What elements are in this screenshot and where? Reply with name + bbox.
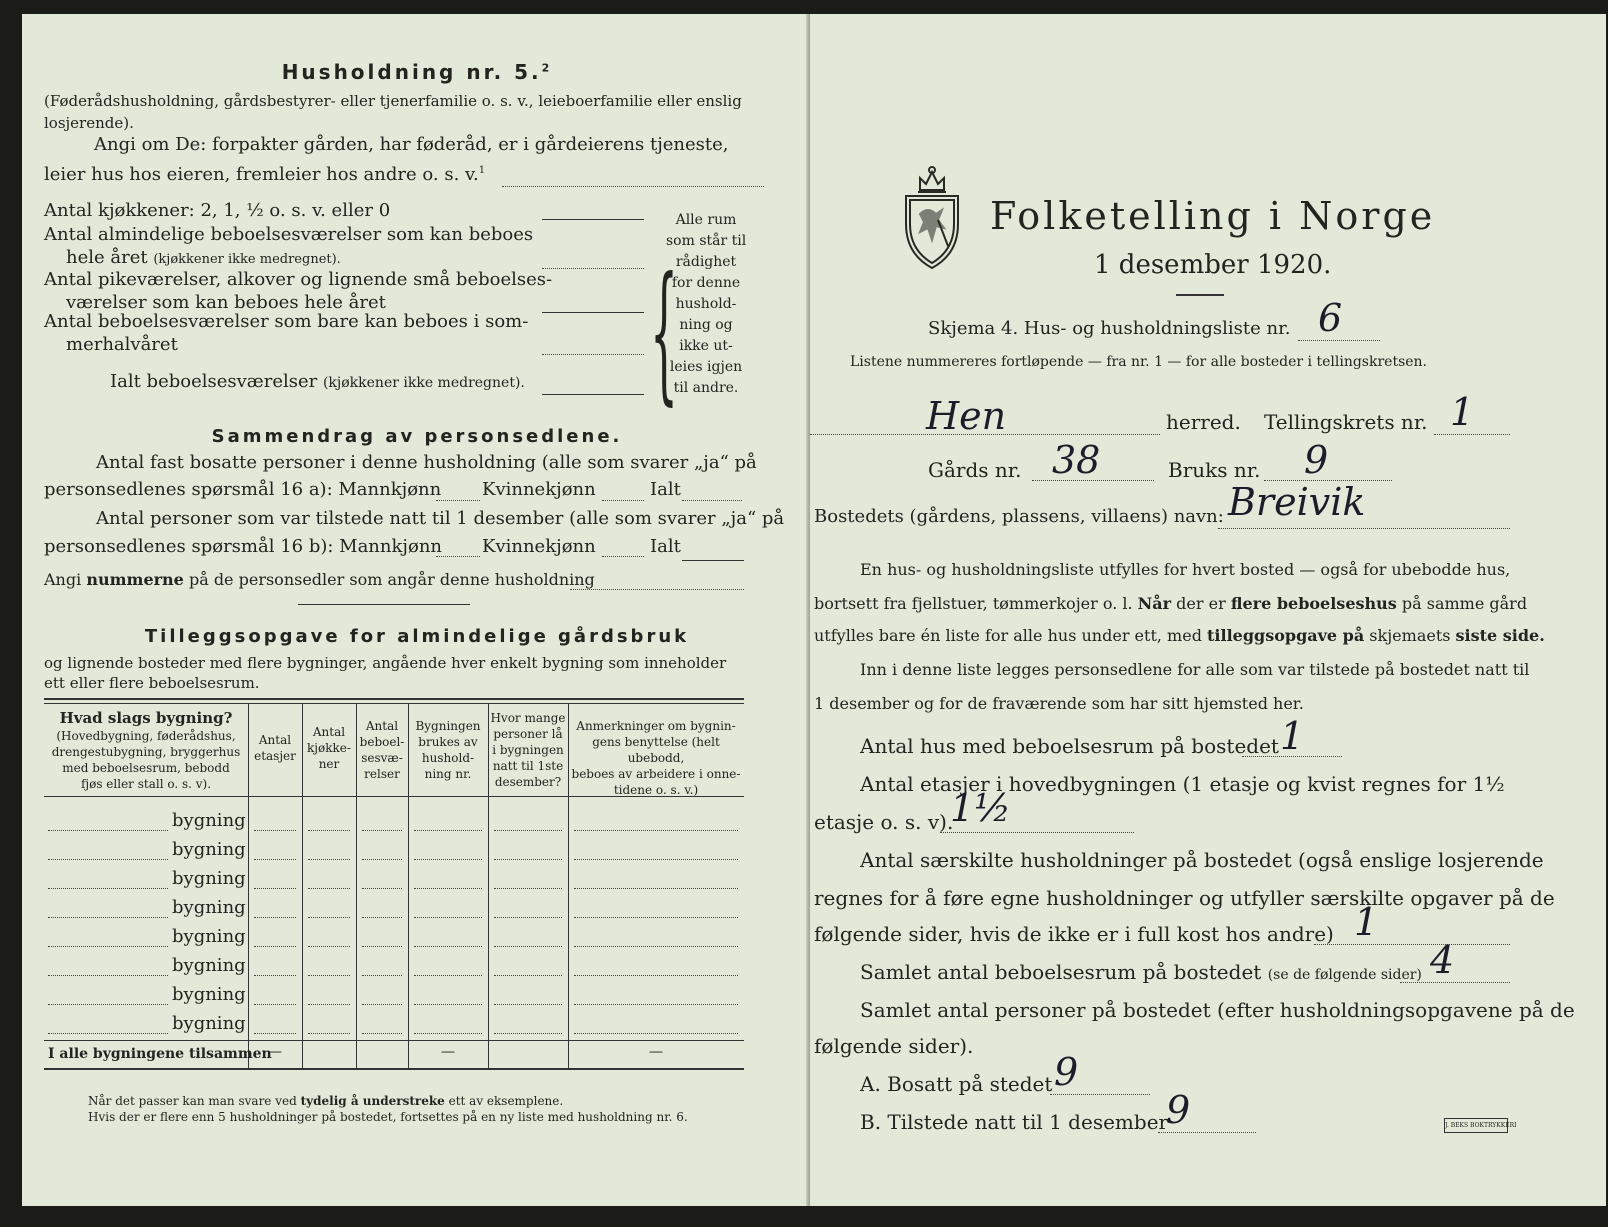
row-building-label: bygning: [172, 984, 246, 1005]
households-line-2: regnes for å føre egne husholdninger og utfyller særskilte opgaver på de: [814, 886, 1555, 910]
summary-p2-female: Kvinnekjønn: [482, 536, 596, 557]
schema-label: Skjema 4. Hus- og husholdningsliste nr.: [928, 318, 1291, 339]
col-kitchens-header: Antal kjøkke- ner: [307, 725, 351, 771]
angi-line-2: leier hus hos eieren, fremleier hos andre o. s. v.$^1$: [44, 164, 486, 185]
bosted-value: Breivik: [1228, 480, 1366, 524]
floors-line-1: Antal etasjer i hovedbygningen (1 etasje og kvist regnes for 1½: [860, 772, 1505, 796]
rooms-total-label: Samlet antal beboelsesrum på bostedet (se de følgende sider): [860, 960, 1422, 984]
persons-line-1: Samlet antal personer på bostedet (efter husholdningsopgavene på de: [860, 998, 1575, 1022]
col-floors-header: Antal etasjer: [254, 733, 296, 763]
info-1-line-1: En hus- og husholdningsliste utfylles for hvert bosted — også for ubebodde hus,: [860, 560, 1511, 579]
rooms-kitchens: Antal kjøkkener: 2, 1, ½ o. s. v. eller 0: [44, 200, 391, 221]
brace: {: [650, 247, 678, 421]
persons-line-2: følgende sider).: [814, 1034, 974, 1058]
footnote-1: Når det passer kan man svare ved tydelig å understreke ett av eksemplene.: [88, 1094, 564, 1108]
addition-sub-2: ett eller flere beboelsesrum.: [44, 674, 260, 692]
households-value: 1: [1354, 900, 1379, 944]
row-building-label: bygning: [172, 926, 246, 947]
rooms-total: Ialt beboelsesværelser (kjøkkener ikke medregnet).: [110, 371, 525, 392]
rooms-ordinary-2: hele året (kjøkkener ikke medregnet).: [66, 247, 341, 268]
floors-value: 1½: [950, 786, 1012, 830]
schema-value: 6: [1318, 296, 1343, 340]
houses-label: Antal hus med beboelsesrum på bostedet: [860, 734, 1279, 758]
households-line-3: følgende sider, hvis de ikke er i full kost hos andre): [814, 922, 1334, 946]
summary-p2-total: Ialt: [650, 536, 681, 557]
norwegian-coat-of-arms-icon: [898, 162, 966, 272]
table-total-household: —: [441, 1044, 455, 1060]
info-1-line-2: bortsett fra fjellstuer, tømmerkojer o. l. Når der er flere beboelseshus på samme gård: [814, 594, 1528, 613]
herred-value: Hen: [926, 394, 1007, 438]
addition-sub-1: og lignende bosteder med flere bygninger, angående hver enkelt bygning som inneholder: [44, 654, 727, 672]
summary-p2-line2: personsedlenes spørsmål 16 b): Mannkjønn: [44, 536, 443, 557]
household-subtitle: (Føderådshusholdning, gårdsbestyrer- eller tjenerfamilie o. s. v., leieboerfamilie eller enslig losjerende).: [44, 92, 742, 132]
summary-p2-line1: Antal personer som var tilstede natt til 1 desember (alle som svarer „ja“ på: [96, 508, 785, 529]
bruks-value: 9: [1304, 438, 1329, 482]
present-value: 9: [1166, 1088, 1191, 1132]
col-household-header: Bygningen brukes av hushold- ning nr.: [415, 719, 481, 781]
household-title: Husholdning nr. 5.$^2$: [281, 60, 553, 84]
rooms-maid-1: Antal pikeværelser, alkover og lignende små beboelses-: [44, 269, 553, 290]
summary-p1-total: Ialt: [650, 479, 681, 500]
col-building-type-header: Hvad slags bygning? (Hovedbygning, føderådshus, drengestubygning, bryggerhus med beboelsesrum, bebodd fjøs eller stall o. s. v).: [51, 709, 241, 791]
tellingskrets-label: Tellingskrets nr.: [1264, 410, 1428, 434]
herred-label: herred.: [1166, 410, 1241, 434]
rooms-summer-2: merhalvåret: [66, 334, 178, 355]
tellingskrets-value: 1: [1450, 390, 1475, 434]
info-1-line-3: utfylles bare én liste for alle hus under ett, med tilleggsopgave på skjemaets siste side.: [814, 626, 1545, 645]
summary-p1-female: Kvinnekjønn: [482, 479, 596, 500]
info-2-line-2: 1 desember og for de fraværende som har sitt hjemsted her.: [814, 694, 1304, 713]
table-total-remarks: —: [649, 1044, 663, 1060]
row-building-label: bygning: [172, 897, 246, 918]
houses-value: 1: [1280, 714, 1305, 758]
table-total-floors: —: [268, 1044, 282, 1060]
gards-label: Gårds nr.: [928, 458, 1022, 482]
row-building-label: bygning: [172, 868, 246, 889]
summary-title: Sammendrag av personsedlene.: [211, 426, 623, 447]
col-rooms-header: Antal beboel- sesvæ- relser: [359, 719, 405, 781]
households-line-1: Antal særskilte husholdninger på bostedet (også enslige losjerende: [860, 848, 1544, 872]
rooms-summer-1: Antal beboelsesværelser som bare kan beboes i som-: [44, 311, 529, 332]
summary-p1-line1: Antal fast bosatte personer i denne husholdning (alle som svarer „ja“ på: [96, 452, 757, 473]
brace-note: Alle rum som står til rådighet for denne hushold- ning og ikke ut- leies igjen til andre.: [666, 212, 747, 396]
addition-title: Tilleggsopgave for almindelige gårdsbruk: [144, 626, 690, 647]
resident-label: A. Bosatt på stedet: [860, 1072, 1053, 1096]
info-2-line-1: Inn i denne liste legges personsedlene for alle som var tilstede på bostedet natt til: [860, 660, 1530, 679]
summary-numbers: Angi nummerne på de personsedler som angår denne husholdning: [44, 570, 595, 589]
row-building-label: bygning: [172, 839, 246, 860]
row-building-label: bygning: [172, 955, 246, 976]
summary-p1-line2: personsedlenes spørsmål 16 a): Mannkjønn: [44, 479, 442, 500]
list-note: Listene nummereres fortløpende — fra nr. 1 — for alle bosteder i tellingskretsen.: [850, 354, 1428, 370]
rooms-maid-2: værelser som kan beboes hele året: [66, 292, 386, 313]
resident-value: 9: [1054, 1050, 1079, 1094]
col-persons-header: Hvor mange personer lå i bygningen natt til 1ste desember?: [490, 711, 566, 789]
floors-line-2: etasje o. s. v).: [814, 810, 954, 834]
printer-stamp: J. BEKS BOKTRYKKERI: [1444, 1118, 1508, 1133]
angi-line-1: Angi om De: forpakter gården, har føderåd, er i gårdeierens tjeneste,: [94, 134, 729, 155]
census-title: Folketelling i Norge: [990, 194, 1436, 238]
row-building-label: bygning: [172, 1013, 246, 1034]
left-page: [22, 14, 812, 1206]
rooms-ordinary-1: Antal almindelige beboelsesværelser som kan beboes: [44, 224, 534, 245]
census-date: 1 desember 1920.: [1094, 250, 1332, 280]
bosted-label: Bostedets (gårdens, plassens, villaens) navn:: [814, 506, 1224, 527]
present-label: B. Tilstede natt til 1 desember: [860, 1110, 1169, 1134]
gards-value: 38: [1052, 438, 1101, 482]
col-remarks-header: Anmerkninger om bygnin- gens benyttelse (helt ubebodd, beboes av arbeidere i onne- tidene o. s. v.): [571, 719, 741, 797]
row-building-label: bygning: [172, 810, 246, 831]
table-total-label: I alle bygningene tilsammen: [48, 1046, 272, 1062]
footnote-2: Hvis der er flere enn 5 husholdninger på bostedet, fortsettes på en ny liste med husholdning nr. 6.: [88, 1110, 688, 1124]
rooms-total-value: 4: [1430, 938, 1455, 982]
right-page: [810, 14, 1606, 1206]
bruks-label: Bruks nr.: [1168, 458, 1261, 482]
